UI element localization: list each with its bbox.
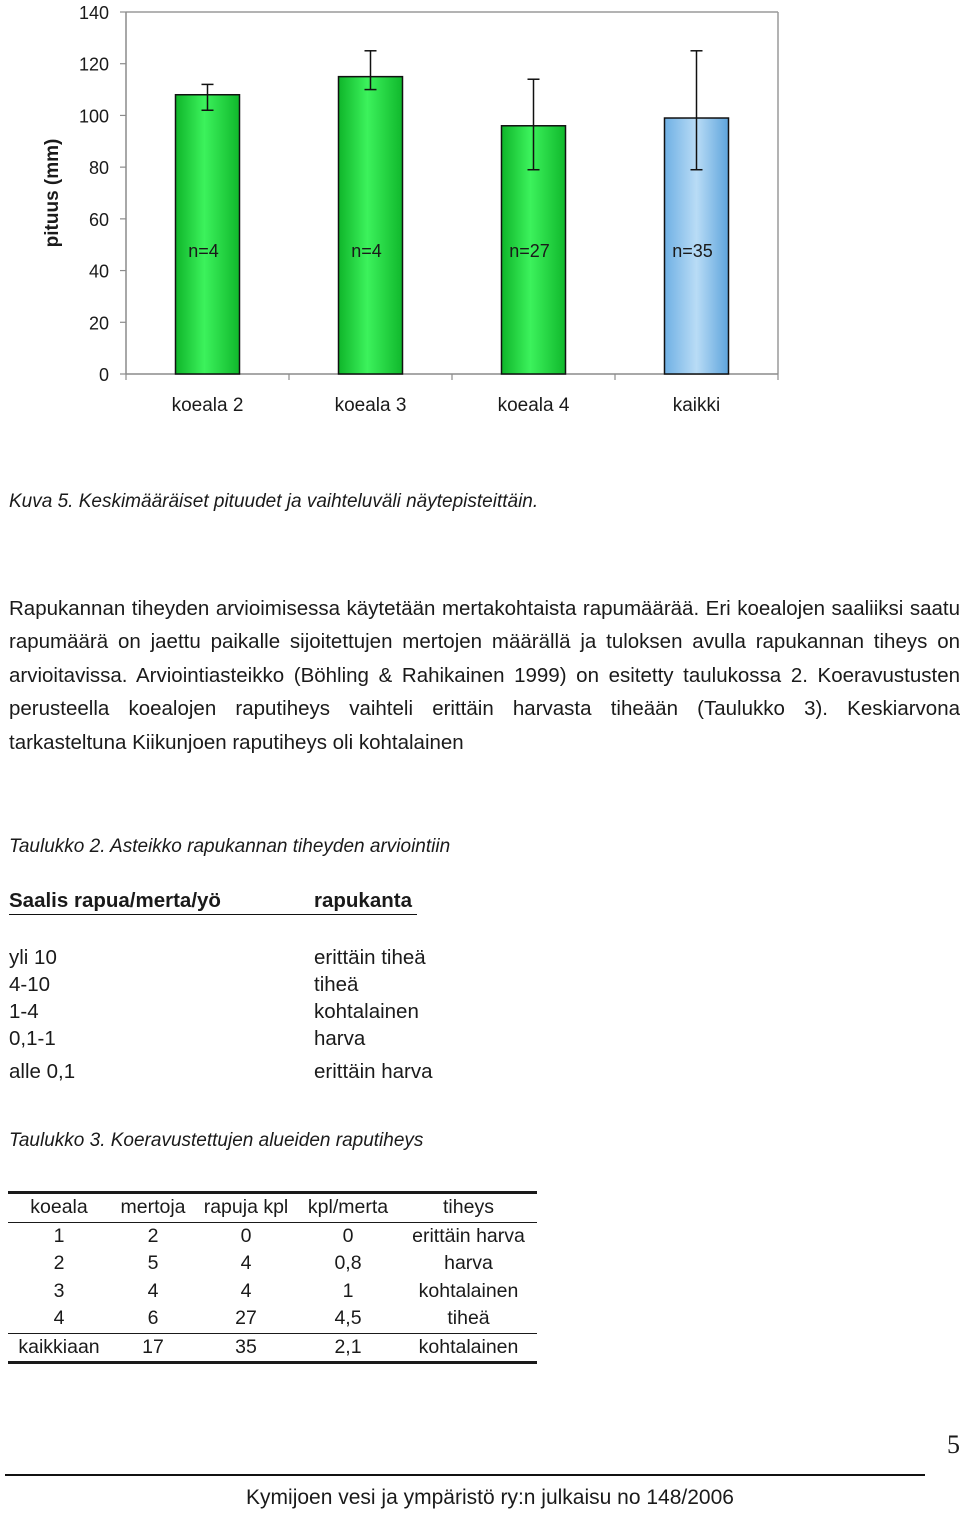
bar-count-label: n=4 xyxy=(351,241,382,261)
table3-cell: 2 xyxy=(147,1224,159,1247)
x-tick-label: koeala 2 xyxy=(171,395,244,416)
bar xyxy=(176,95,240,374)
table3-header-cell: rapuja kpl xyxy=(203,1196,289,1219)
table3-header-cell: mertoja xyxy=(120,1196,186,1219)
table3-cell: 2 xyxy=(53,1252,65,1275)
table3-cell: tiheä xyxy=(447,1307,490,1330)
table3-header-cell: koeala xyxy=(30,1196,88,1219)
y-axis-ticks xyxy=(79,3,126,385)
table3-total-cell: kaikkiaan xyxy=(18,1335,100,1358)
footer-rule xyxy=(5,1474,925,1476)
table2-header-density: rapukanta xyxy=(314,889,412,912)
table3-cell: 4 xyxy=(147,1279,159,1302)
table3-header-row xyxy=(8,1193,537,1223)
table3-row xyxy=(8,1305,537,1333)
table3-row xyxy=(8,1278,537,1306)
table2-cell-density: tiheä xyxy=(314,973,359,996)
table2-header-rule xyxy=(9,914,417,915)
table3-cell: 0 xyxy=(342,1224,354,1247)
table2-cell-density: erittäin tiheä xyxy=(314,946,426,969)
table3-cell: 1 xyxy=(342,1279,354,1302)
x-tick-label: koeala 4 xyxy=(497,395,570,416)
table3-row xyxy=(8,1222,537,1250)
table3-total-cell: kohtalainen xyxy=(418,1335,519,1358)
x-tick-label: kaikki xyxy=(672,395,721,416)
table3-cell: 4 xyxy=(240,1279,252,1302)
table3-cell: 4 xyxy=(53,1307,65,1330)
table2-cell-catch: yli 10 xyxy=(9,946,57,969)
table3-total-cell: 2,1 xyxy=(334,1335,362,1358)
figure-caption: Kuva 5. Keskimääräiset pituudet ja vaihteluväli näytepisteittäin. xyxy=(9,491,539,512)
bar xyxy=(339,77,403,374)
table2-caption: Taulukko 2. Asteikko rapukannan tiheyden arviointiin xyxy=(9,836,451,857)
table2-header xyxy=(9,889,459,917)
table3-cell: 4 xyxy=(240,1252,252,1275)
y-tick-label: 20 xyxy=(88,313,109,334)
x-axis-ticks xyxy=(126,374,778,416)
x-tick-label: koeala 3 xyxy=(334,395,407,416)
y-tick-label: 80 xyxy=(88,158,109,179)
bar-count-label: n=35 xyxy=(672,241,713,261)
table3-row xyxy=(8,1250,537,1278)
y-axis-label: pituus (mm) xyxy=(42,138,63,248)
body-paragraph: Rapukannan tiheyden arvioimisessa käytetään mertakohtaista rapumäärää. Eri koealojen saaliiksi saatu rapumäärä on jaettu paikalle sijoitettujen mertojen määrällä ja tuloksen avulla rapukannan tiheys on arvioitavissa. Arviointiasteikko (Böhling & Rahikainen 1999) on esitetty taulukossa 2. Koeravustusten perusteella koealojen raputiheys vaihteli erittäin harvasta tiheään (Taulukko 3). Keskiarvona tarkasteltuna Kiikunjoen raputiheys oli kohtalainen xyxy=(9,597,960,754)
table2-cell-catch: alle 0,1 xyxy=(9,1060,76,1083)
table3-cell: 3 xyxy=(53,1279,65,1302)
table3-cell: 0 xyxy=(240,1224,252,1247)
table3-cell: 5 xyxy=(147,1252,159,1275)
bar-chart xyxy=(0,0,960,440)
table3-cell: kohtalainen xyxy=(418,1279,519,1302)
y-tick-label: 60 xyxy=(88,209,109,230)
bar-count-label: n=27 xyxy=(509,241,550,261)
table2-cell-density: erittäin harva xyxy=(314,1060,433,1083)
table3-total-cell: 35 xyxy=(235,1335,257,1358)
y-tick-label: 140 xyxy=(78,3,109,23)
table3 xyxy=(8,1191,538,1364)
table2-header-catch: Saalis rapua/merta/yö xyxy=(9,889,221,912)
table3-cell: 6 xyxy=(147,1307,159,1330)
table2-cell-density: harva xyxy=(314,1027,366,1050)
table3-cell: erittäin harva xyxy=(412,1224,525,1247)
footer-text: Kymijoen vesi ja ympäristö ry:n julkaisu no 148/2006 xyxy=(246,1486,734,1509)
table2-cell-catch: 0,1-1 xyxy=(9,1027,56,1050)
table3-total-cell: 17 xyxy=(142,1335,164,1358)
table3-total-row xyxy=(8,1333,537,1363)
table3-cell: 1 xyxy=(53,1224,65,1247)
table3-header-cell: kpl/merta xyxy=(307,1196,389,1219)
table3-cell: 27 xyxy=(235,1307,257,1330)
y-tick-label: 0 xyxy=(98,365,109,385)
table2-cell-catch: 1-4 xyxy=(9,1000,39,1023)
table2-cell-density: kohtalainen xyxy=(314,1000,419,1023)
y-tick-label: 100 xyxy=(78,106,109,127)
bars xyxy=(176,51,729,374)
table3-header-cell: tiheys xyxy=(443,1196,494,1219)
page-number: 5 xyxy=(947,1430,960,1459)
table3-cell: harva xyxy=(444,1252,493,1275)
table3-cell: 4,5 xyxy=(334,1307,362,1330)
y-tick-label: 120 xyxy=(78,54,109,75)
table2-cell-catch: 4-10 xyxy=(9,973,51,996)
bar-count-label: n=4 xyxy=(188,241,219,261)
table3-caption: Taulukko 3. Koeravustettujen alueiden raputiheys xyxy=(9,1130,424,1151)
table3-cell: 0,8 xyxy=(334,1252,362,1275)
y-tick-label: 40 xyxy=(88,261,109,282)
